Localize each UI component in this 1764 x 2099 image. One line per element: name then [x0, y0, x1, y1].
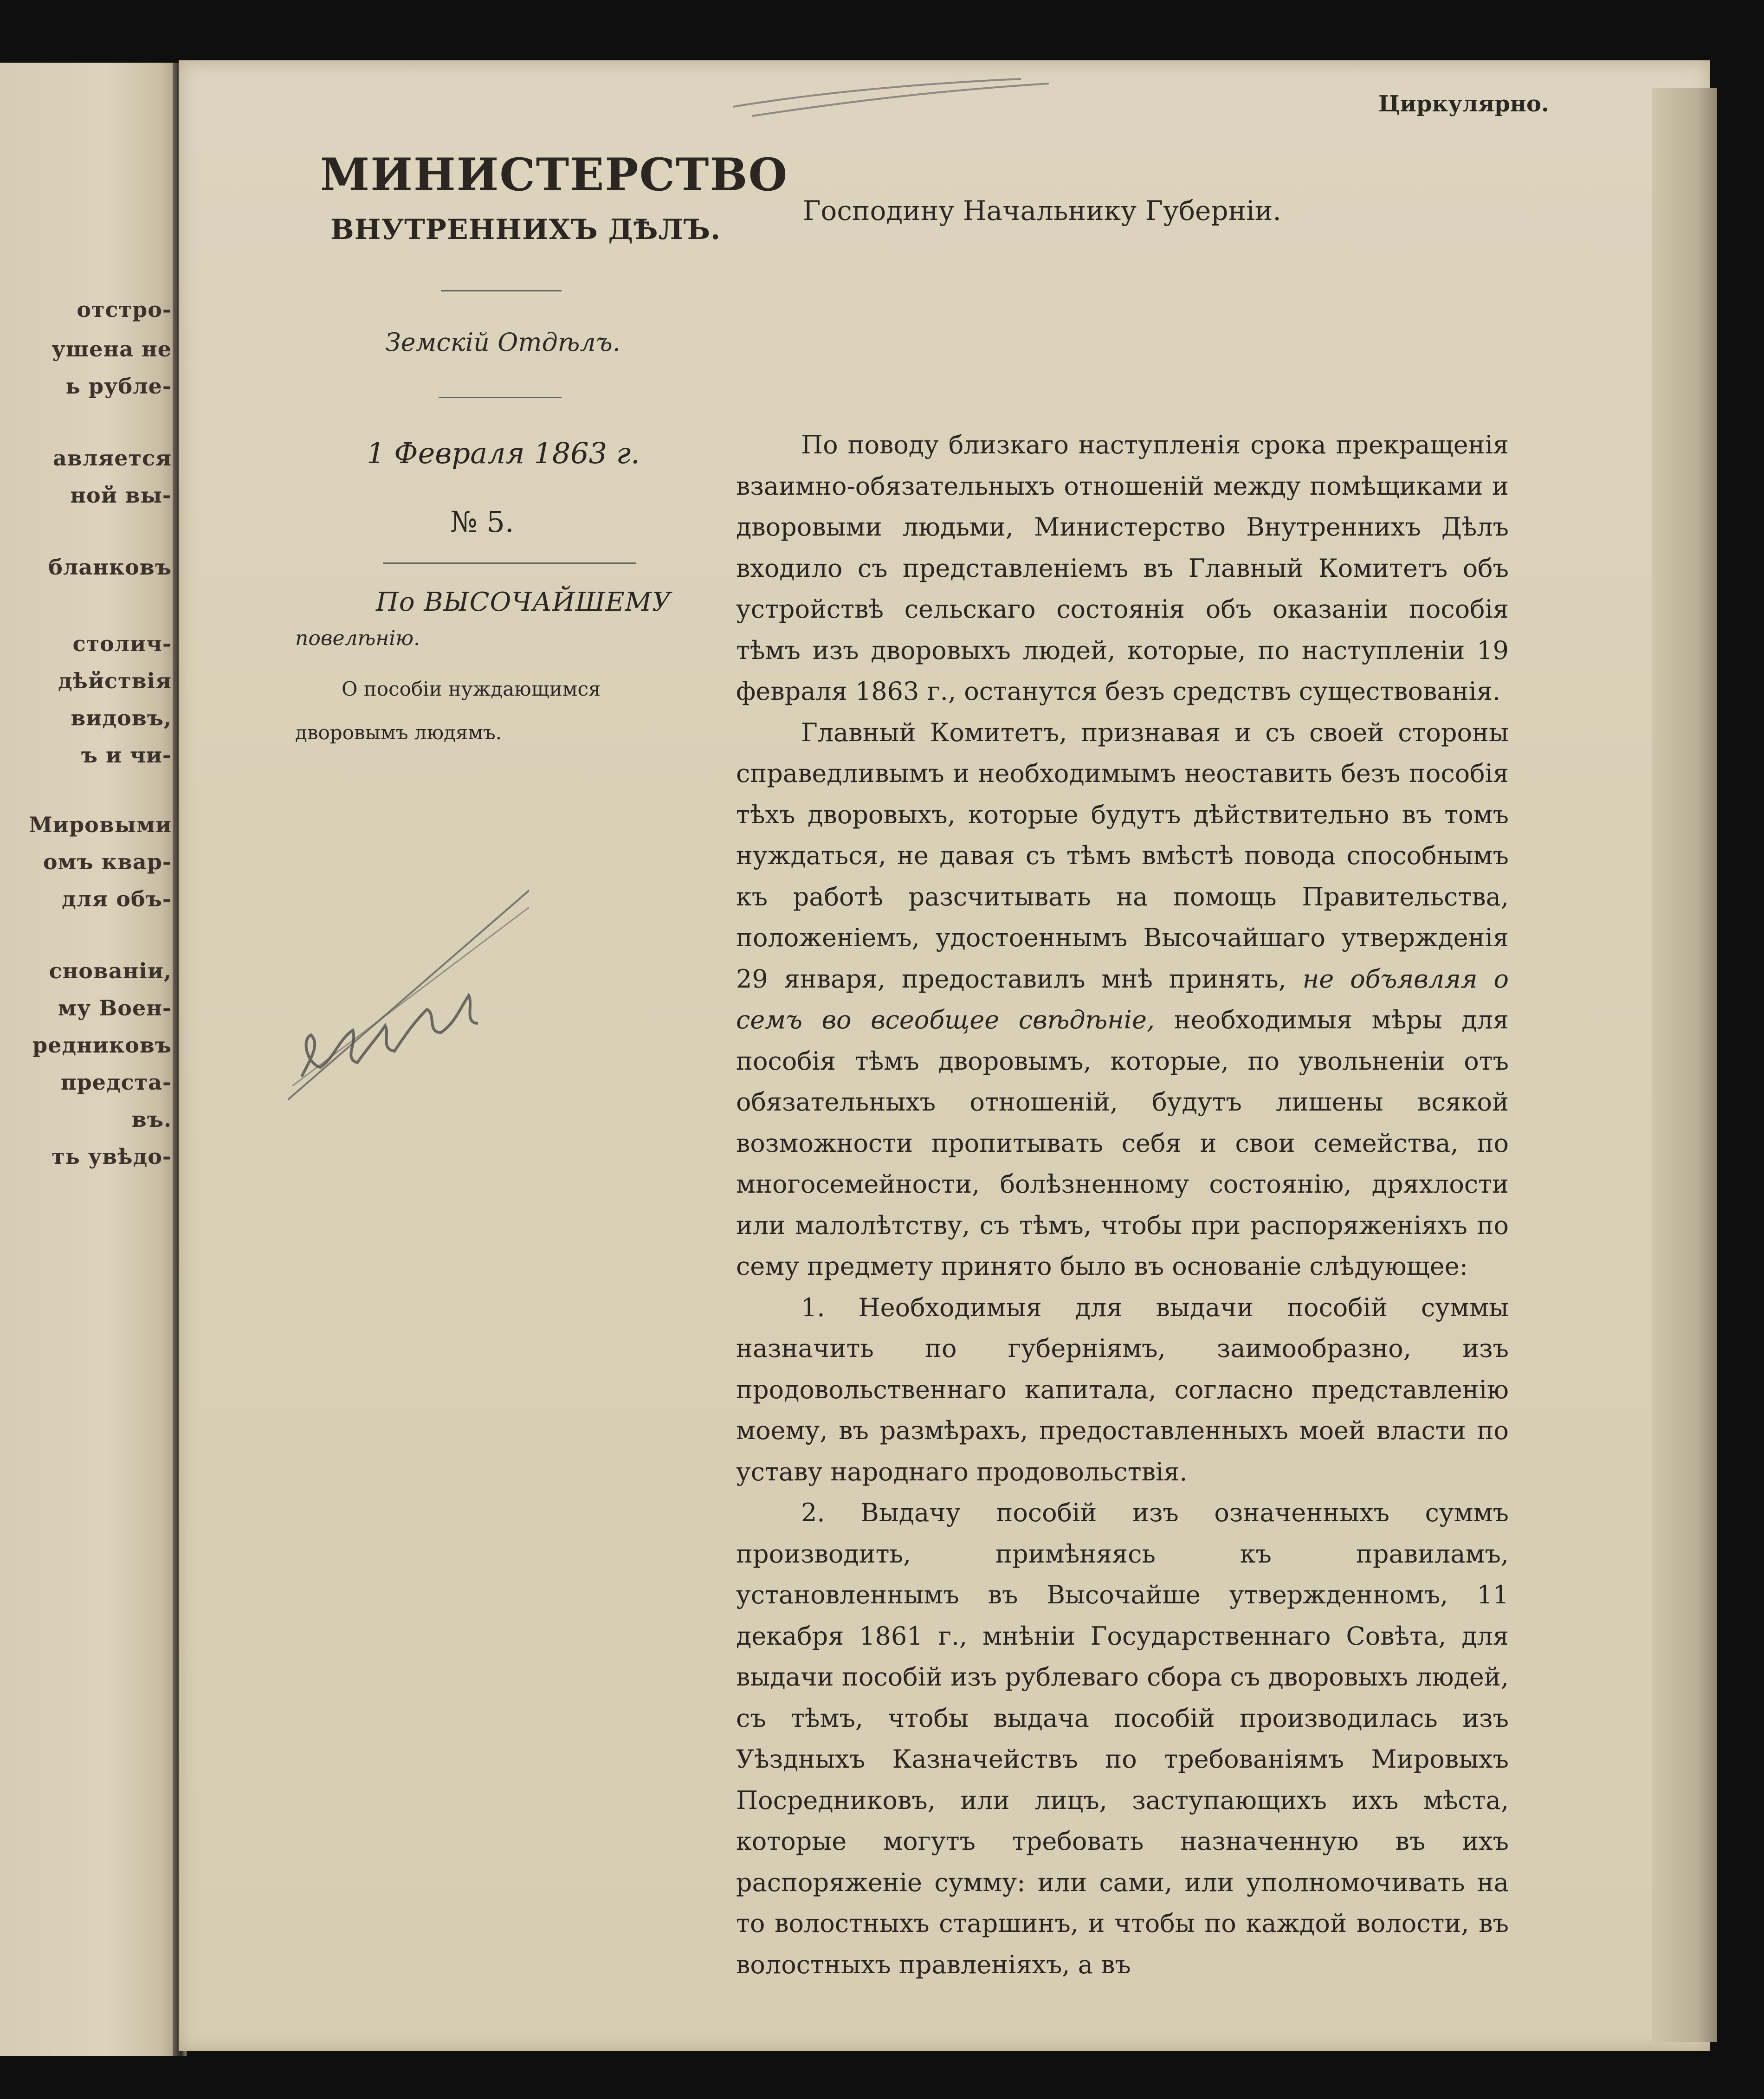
margin-authority-2: повелѣнію. — [295, 626, 420, 650]
handwritten-signature — [288, 882, 529, 1114]
left-page-line: отстро- — [77, 297, 172, 322]
left-page-line: Мировыми — [28, 812, 172, 837]
left-page-line: столич- — [72, 631, 172, 656]
document-number: № 5. — [450, 505, 514, 539]
left-page-line: ной вы- — [70, 483, 172, 508]
left-page-line: му Воен- — [58, 995, 172, 1020]
document-date: 1 Февраля 1863 г. — [367, 436, 640, 470]
addressee: Господину Начальнику Губерніи. — [803, 195, 1281, 226]
divider — [383, 562, 636, 564]
left-page-line: ушена не — [52, 336, 172, 362]
left-page-line: авляется — [53, 446, 172, 471]
document-body — [736, 425, 1509, 1985]
left-page-line: редниковъ — [32, 1033, 172, 1058]
paragraph-4: 2. Выдачу пособій изъ означенныхъ суммъ производить, примѣняясь къ правиламъ, установленнымъ въ Высочайше утвержденномъ, 11 декабря 1861 г., мнѣніи Государственнаго Совѣта, для выдачи пособій изъ рублеваго сбора съ дворовыхъ людей, съ тѣмъ, чтобы выдача пособій производилась изъ Уѣздныхъ Казначействъ по требованіямъ Мировыхъ Посредниковъ, или лицъ, заступающихъ ихъ мѣста, которые могутъ требовать назначенную въ ихъ распоряженіе сумму: или сами, или уполномочивать на то волостныхъ старшинъ, и чтобы по каждой волости, въ волостныхъ правленіяхъ, а въ — [736, 1498, 1509, 1979]
ministry-title: МИНИСТЕРСТВО — [320, 149, 788, 201]
left-page — [0, 63, 179, 2056]
left-page-line: дѣйствія — [58, 668, 172, 693]
pencil-mark — [724, 65, 1142, 125]
paragraph-2 — [736, 712, 1509, 1287]
left-page-line: ть увѣдо- — [52, 1144, 172, 1169]
left-page-line: снованіи, — [49, 958, 172, 983]
ministry-subtitle: ВНУТРЕННИХЪ ДѢЛЪ. — [330, 213, 721, 246]
left-page-line: ь рубле- — [65, 374, 172, 399]
left-page-line: бланковъ — [48, 555, 172, 580]
margin-authority: По ВЫСОЧАЙШЕМУ — [376, 587, 672, 617]
divider — [441, 290, 562, 291]
circular-label: Циркулярно. — [1378, 91, 1549, 117]
margin-subject: О пособіи нуждающимся дворовымъ людямъ. — [295, 678, 601, 744]
paragraph-2-emphasis: не объявляя о семъ во всеобщее свѣдѣніе, — [736, 964, 1509, 1034]
paragraph-1: По поводу близкаго наступленія срока прекращенія взаимно-обязательныхъ отношеній между помѣщиками и дворовыми людьми, Министерство Внутреннихъ Дѣлъ входило съ представленіемъ въ Главный Комитетъ объ устройствѣ сельскаго состоянія объ оказаніи пособія тѣмъ изъ дворовыхъ людей, которые, по наступленіи 19 февраля 1863 г., останутся безъ средствъ существованія. — [736, 430, 1509, 706]
left-page-line: предста- — [60, 1070, 172, 1095]
left-page-line: видовъ, — [71, 705, 172, 730]
left-page-line: омъ квар- — [43, 849, 172, 874]
paragraph-2-text: Главный Комитетъ, признавая и съ своей стороны справедливымъ и необходимымъ неоставить безъ пособія тѣхъ дворовыхъ, которые будутъ дѣйствительно въ томъ нуждаться, не давая съ тѣмъ вмѣстѣ повода способнымъ къ работѣ разсчитывать на помощь Правительства, положеніемъ, удостоеннымъ Высочайшаго утвержденія 29 января, предоставилъ мнѣ принять, — [736, 717, 1509, 994]
page-edge — [1652, 88, 1717, 2042]
left-page-line: ъ и чи- — [81, 743, 172, 768]
left-page-line: для объ- — [62, 886, 172, 911]
department-label: Земскій Отдѣлъ. — [385, 328, 620, 357]
left-page-line: въ. — [131, 1107, 172, 1132]
paragraph-2-text-cont: необходимыя мѣры для пособія тѣмъ дворовымъ, которые, по увольненіи отъ обязательныхъ отношеній, будутъ лишены всякой возможности пропитывать себя и свои семейства, по многосемейности, болѣзненному состоянію, дряхлости или малолѣтству, съ тѣмъ, чтобы при распоряженіяхъ по сему предмету принято было въ основаніе слѣдующее: — [736, 1005, 1509, 1281]
paragraph-3: 1. Необходимыя для выдачи пособій суммы назначить по губерніямъ, заимообразно, изъ продовольственнаго капитала, согласно представленію моему, въ размѣрахъ, предоставленныхъ моей власти по уставу народнаго продовольствія. — [736, 1292, 1509, 1486]
divider — [439, 397, 562, 398]
